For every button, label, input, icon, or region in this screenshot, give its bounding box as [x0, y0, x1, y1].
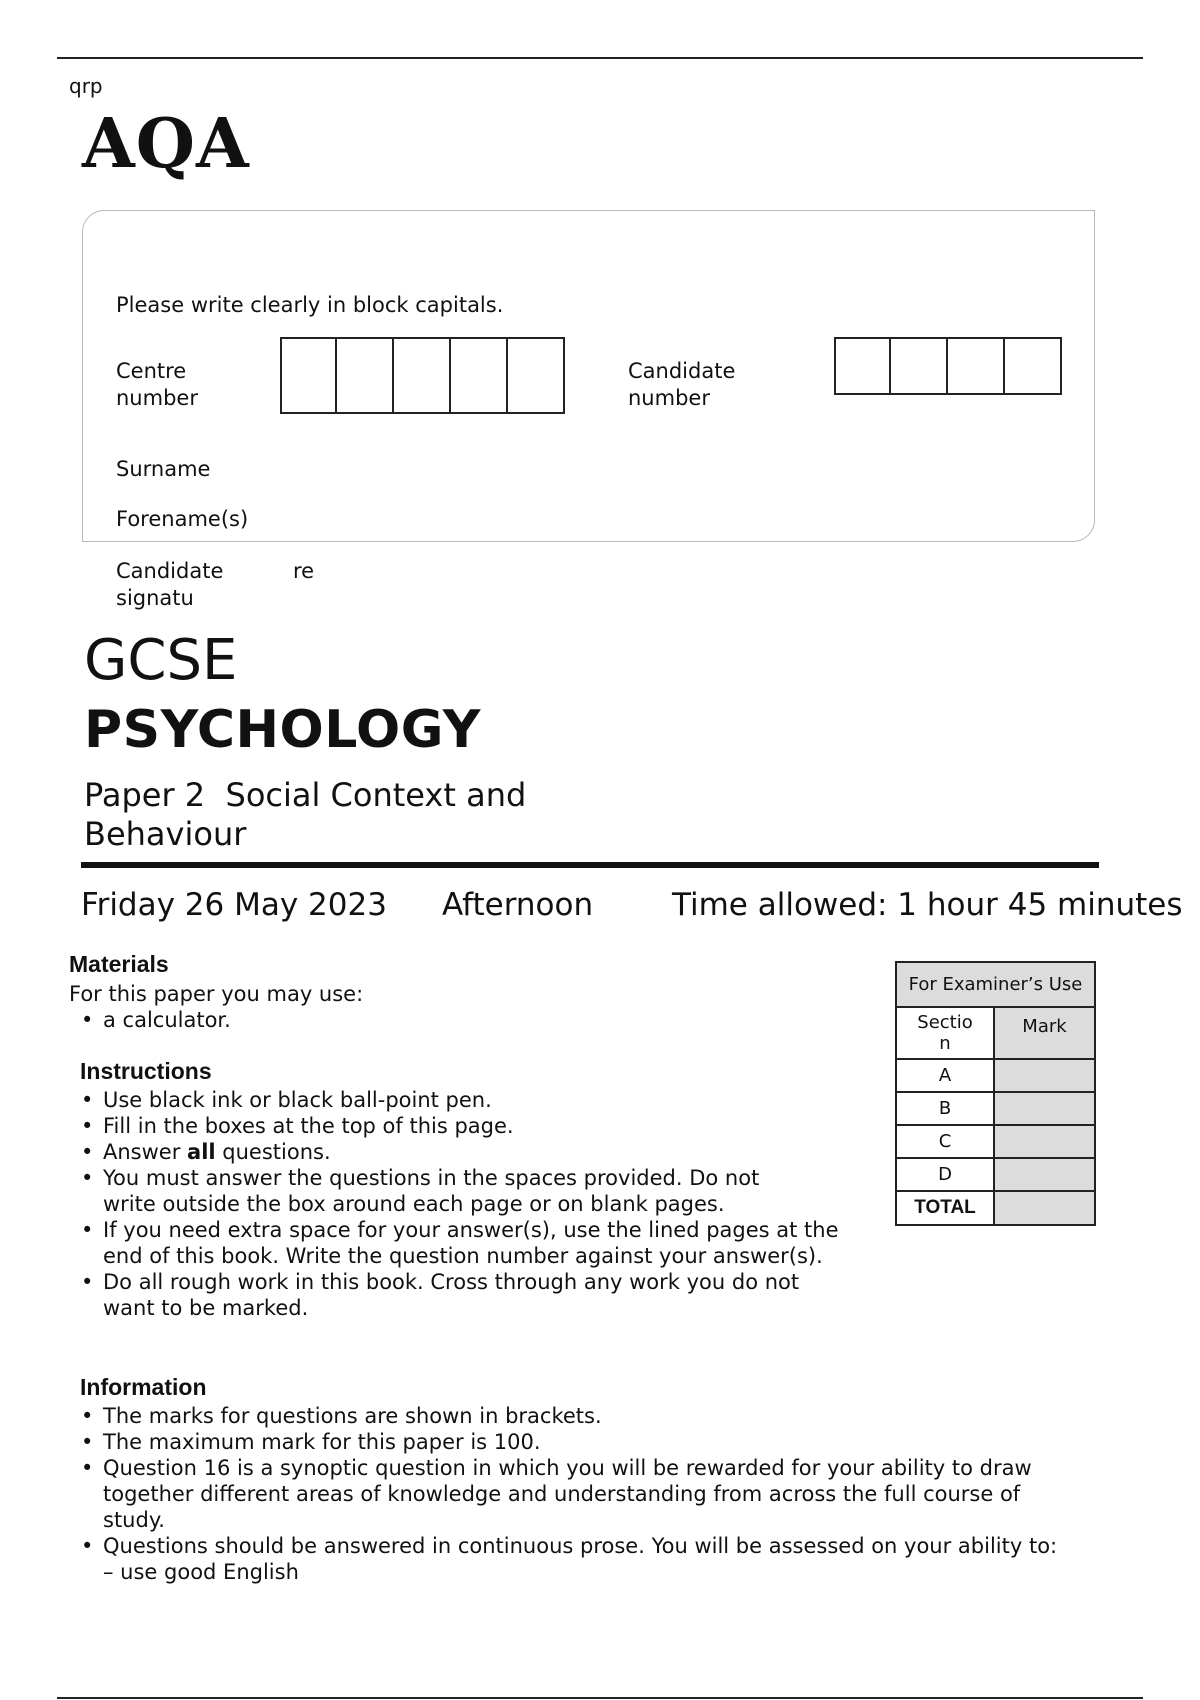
sub-list-item: – use good English	[103, 1560, 299, 1584]
centre-digit-box[interactable]	[451, 337, 508, 414]
document-code: qrp	[69, 74, 103, 98]
centre-digit-box[interactable]	[280, 337, 337, 414]
list-item: • You must answer the questions in the spaces provided. Do not write outside the box around each page or on blank pages.	[69, 1165, 803, 1217]
time-allowed: Time allowed: 1 hour 45 minutes	[672, 887, 1183, 923]
instructions-section	[80, 1058, 860, 1321]
total-label: TOTAL	[896, 1191, 994, 1225]
exam-date: Friday 26 May 2023	[81, 887, 387, 923]
list-item: • The maximum mark for this paper is 100.	[69, 1429, 1160, 1455]
mark-column-header: Mark	[994, 1007, 1095, 1059]
forename-label: Forename(s)	[116, 507, 249, 531]
centre-digit-box[interactable]	[508, 337, 565, 414]
mark-cell[interactable]	[994, 1158, 1095, 1191]
section-cell: D	[896, 1158, 994, 1191]
paper-title: Paper 2 Social Context and Behaviour	[84, 776, 527, 853]
mark-cell[interactable]	[994, 1125, 1095, 1158]
examiner-use-table	[895, 961, 1096, 1226]
instructions-heading: Instructions	[80, 1058, 212, 1084]
exam-session: Afternoon	[442, 887, 594, 923]
list-item: • Answer all questions.	[69, 1139, 860, 1165]
list-item: • If you need extra space for your answer(s), use the lined pages at the end of this book. Write the question number against your answer(s).	[69, 1217, 848, 1269]
section-cell: A	[896, 1059, 994, 1092]
list-item: • Question 16 is a synoptic question in which you will be rewarded for your ability to draw together different areas of knowledge and understanding from across the full course of study.	[69, 1455, 1033, 1533]
list-item: • The marks for questions are shown in brackets.	[69, 1403, 1160, 1429]
centre-number-label: Centre number	[116, 359, 198, 410]
section-cell: C	[896, 1125, 994, 1158]
candidate-digit-box[interactable]	[948, 337, 1005, 395]
section-column-header: Sectio n	[896, 1007, 994, 1059]
list-item: • Use black ink or black ball-point pen.	[69, 1087, 860, 1113]
qualification-title: GCSE	[84, 628, 238, 693]
bottom-rule	[57, 1697, 1143, 1699]
candidate-signature-label: Candidate signatu	[116, 559, 224, 610]
total-mark-cell[interactable]	[994, 1191, 1095, 1225]
list-item: • Fill in the boxes at the top of this page.	[69, 1113, 860, 1139]
centre-number-boxes	[280, 337, 565, 414]
candidate-signature-label-suffix: re	[293, 559, 315, 583]
materials-heading: Materials	[69, 951, 169, 977]
candidate-number-label: Candidate number	[628, 359, 736, 410]
top-rule	[57, 57, 1143, 59]
information-list	[69, 1403, 1160, 1585]
title-rule	[81, 862, 1099, 868]
mark-cell[interactable]	[994, 1092, 1095, 1125]
centre-digit-box[interactable]	[394, 337, 451, 414]
list-item: • Questions should be answered in continuous prose. You will be assessed on your ability to: – use good English	[69, 1533, 1160, 1585]
centre-digit-box[interactable]	[337, 337, 394, 414]
information-section	[80, 1374, 1160, 1585]
examiner-table-title: For Examiner’s Use	[896, 962, 1095, 1007]
information-heading: Information	[80, 1374, 207, 1400]
materials-list	[69, 1007, 869, 1033]
instructions-list	[69, 1087, 860, 1321]
subject-title: PSYCHOLOGY	[84, 700, 481, 760]
candidate-digit-box[interactable]	[891, 337, 948, 395]
list-item: • Do all rough work in this book. Cross through any work you do not want to be marked.	[69, 1269, 823, 1321]
block-capitals-instruction: Please write clearly in block capitals.	[116, 293, 504, 317]
candidate-number-boxes	[834, 337, 1062, 395]
aqa-logo: AQA	[82, 104, 250, 184]
list-item: • a calculator.	[69, 1007, 869, 1033]
candidate-digit-box[interactable]	[1005, 337, 1062, 395]
materials-intro: For this paper you may use:	[69, 982, 364, 1006]
candidate-digit-box[interactable]	[834, 337, 891, 395]
section-cell: B	[896, 1092, 994, 1125]
mark-cell[interactable]	[994, 1059, 1095, 1092]
materials-section	[69, 951, 869, 1033]
surname-label: Surname	[116, 457, 211, 481]
